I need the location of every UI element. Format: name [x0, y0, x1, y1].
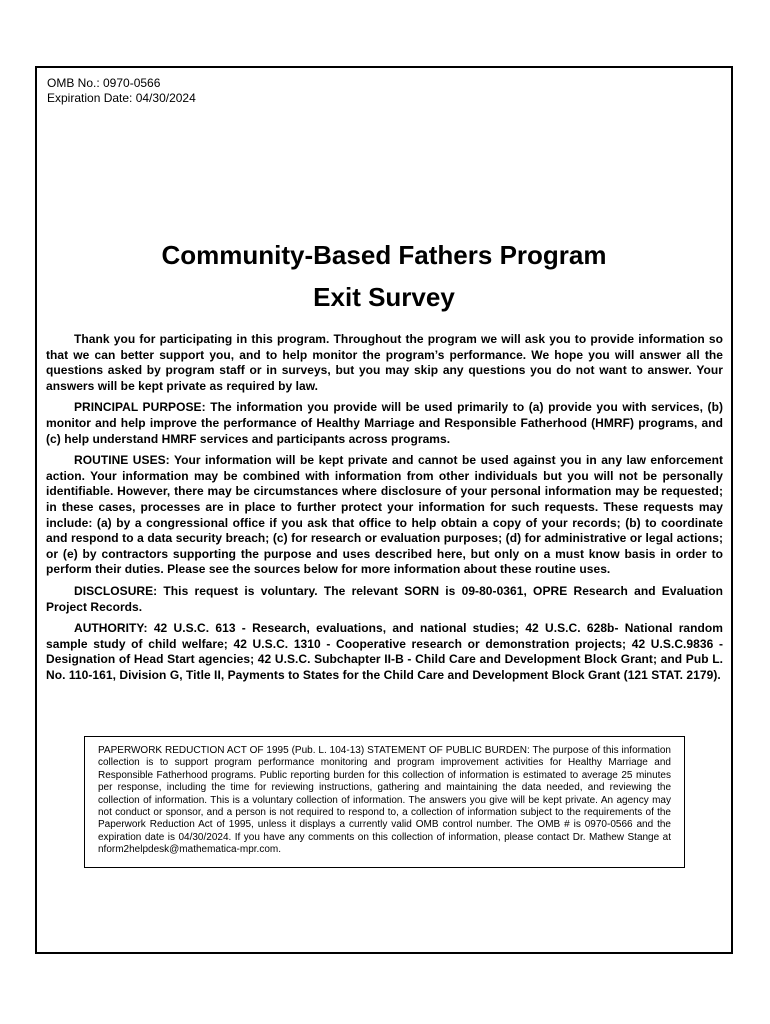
- burden-statement-box: PAPERWORK REDUCTION ACT OF 1995 (Pub. L. 104-13) STATEMENT OF PUBLIC BURDEN: The purpose of this information collection is to support program performance monitoring and program improvement activities for Healthy Marriage and Responsible Fatherhood programs. Public reporting burden for this collection of information is estimated to average 25 minutes per response, including the time for reviewing instructions, gathering and maintaining the data needed, and reviewing the collection of information. This is a voluntary collection of information. The answers you give will be kept private. An agency may not conduct or sponsor, and a person is not required to respond to, a collection of information subject to the requirements of the Paperwork Reduction Act of 1995, unless it displays a currently valid OMB control number. The OMB # is 0970-0566 and the expiration date is 04/30/2024. If you have any comments on this collection of information, please contact Dr. Mathew Stange at nform2helpdesk@mathematica-mpr.com.: [84, 736, 685, 868]
- principal-purpose-paragraph: PRINCIPAL PURPOSE: The information you provide will be used primarily to (a) provide you with services, (b) monitor and help improve the performance of Healthy Marriage and Responsible Fatherhood (HMRF) programs, and (c) help understand HMRF services and participants across programs.: [46, 400, 723, 446]
- title-line-1: Community-Based Fathers Program: [161, 240, 607, 270]
- title-line-2: Exit Survey: [313, 282, 455, 312]
- omb-header: [47, 76, 196, 106]
- omb-number: OMB No.: 0970-0566: [47, 76, 161, 90]
- routine-uses-paragraph: ROUTINE USES: Your information will be kept private and cannot be used against you in any law enforcement action. Your information may be combined with information from other individuals but you will not be personally identifiable. However, there may be circumstances where disclosure of your personal information may be requested; in these cases, processes are in place to further protect your information for such requests. These requests may include: (a) by a congressional office if you ask that office to help obtain a copy of your records; (b) to coordinate and respond to a data security breach; (c) for research or evaluation purposes; (d) for administrative or legal actions; or (e) by contractors supporting the purpose and uses described here, but only on a must know basis in order to perform their duties. Please see the sources below for more information about these routine uses.: [46, 453, 723, 577]
- intro-paragraph: Thank you for participating in this program. Throughout the program we will ask you to provide information so that we can better support you, and to help monitor the program’s performance. We hope you will answer all the questions asked by program staff or in surveys, but you may skip any questions you do not want to answer. Your answers will be kept private as required by law.: [46, 332, 723, 393]
- disclosure-paragraph: DISCLOSURE: This request is voluntary. The relevant SORN is 09-80-0361, OPRE Research and Evaluation Project Records.: [46, 583, 723, 614]
- notice-body: [46, 332, 723, 689]
- page-frame: [35, 66, 733, 954]
- document-title: [37, 234, 731, 318]
- expiration-date: Expiration Date: 04/30/2024: [47, 91, 196, 105]
- authority-paragraph: AUTHORITY: 42 U.S.C. 613 - Research, evaluations, and national studies; 42 U.S.C. 628b- National random sample study of child welfare; 42 U.S.C. 1310 - Cooperative research or demonstration projects; 42 U.S.C.9836 - Designation of Head Start agencies; 42 U.S.C. Subchapter II-B - Child Care and Development Block Grant; and Pub L. No. 110-161, Division G, Title II, Payments to States for the Child Care and Development Block Grant (121 STAT. 2179).: [46, 621, 723, 682]
